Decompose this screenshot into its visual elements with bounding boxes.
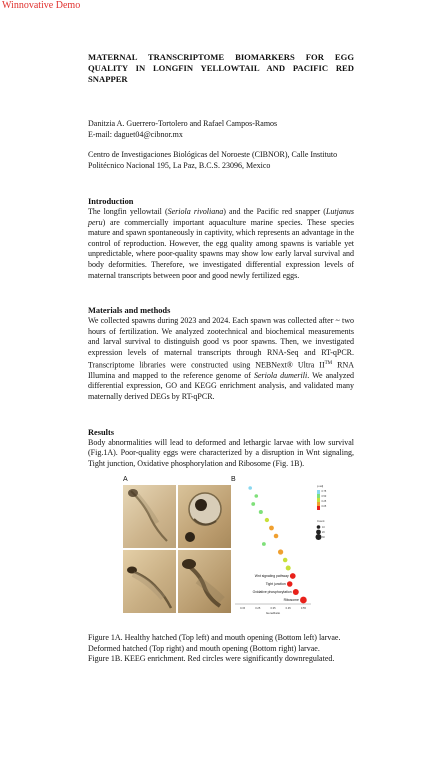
x-tick-label: 0.45 bbox=[285, 607, 291, 610]
figure-1 bbox=[123, 476, 335, 616]
legend-color-swatch bbox=[317, 498, 320, 502]
legend-color-swatch bbox=[317, 502, 320, 506]
results-heading: Results bbox=[88, 427, 115, 437]
trademark-sup: TM bbox=[324, 360, 333, 366]
data-point bbox=[278, 549, 283, 554]
term-label: Tight junction bbox=[265, 582, 286, 587]
data-point bbox=[259, 510, 263, 514]
legend-count-dot bbox=[316, 534, 322, 540]
legend-color-swatch bbox=[317, 490, 320, 494]
methods-text-b: RNA Illumina and mapped to the reference genome of bbox=[88, 360, 354, 380]
term-label: Ribosome bbox=[283, 598, 299, 603]
larva-photo-top-right bbox=[178, 485, 231, 548]
figure-caption bbox=[88, 633, 354, 665]
email: E-mail: daguet04@cibnor.mx bbox=[88, 129, 183, 139]
data-point bbox=[251, 502, 255, 506]
data-point bbox=[248, 486, 252, 490]
legend-padj-value: 0.25 bbox=[321, 500, 327, 503]
data-point bbox=[254, 494, 258, 498]
methods-text-c: . We analyzed differential expression, GO and KEGG enrichment analysis, and validated many maternally derived DEGs by RT-qPCR. bbox=[88, 370, 355, 401]
data-point bbox=[286, 565, 291, 570]
introduction-paragraph bbox=[88, 207, 354, 281]
figure-panel-a bbox=[123, 476, 231, 616]
introduction-heading: Introduction bbox=[88, 197, 134, 206]
paper-title: MATERNAL TRANSCRIPTOME BIOMARKERS FOR EGG QUALITY IN LONGFIN YELLOWTAIL AND PACIFIC RED SNAPPER bbox=[88, 52, 354, 84]
authors-block bbox=[88, 119, 354, 140]
legend-count-dot bbox=[316, 530, 321, 535]
data-point bbox=[265, 518, 269, 522]
legend-count-title: Count bbox=[317, 519, 325, 523]
x-tick-label: 0.55 bbox=[300, 607, 306, 610]
species-seriola-rivoliana: Seriola rivoliana bbox=[167, 207, 224, 216]
data-point bbox=[269, 526, 274, 531]
legend-padj-value: 0.50 bbox=[321, 495, 327, 498]
panel-b-label: B bbox=[231, 476, 236, 483]
watermark: Winnovative Demo bbox=[2, 0, 81, 11]
data-point bbox=[283, 558, 288, 563]
data-point bbox=[287, 581, 293, 587]
x-tick-label: 0.35 bbox=[270, 607, 276, 610]
methods-heading: Materials and methods bbox=[88, 306, 171, 316]
caption-1b: Figure 1B. KEEG enrichment. Red circles were significantly downregulated. bbox=[88, 654, 335, 664]
legend-padj-value: 0.75 bbox=[321, 490, 327, 493]
figure-panel-b bbox=[231, 476, 335, 616]
legend-count-value: 10 bbox=[322, 526, 325, 529]
intro-text-a: The longfin yellowtail ( bbox=[88, 207, 168, 216]
legend-color-swatch bbox=[317, 494, 320, 498]
data-point bbox=[290, 573, 296, 579]
term-label: Wnt signaling pathway bbox=[254, 574, 289, 579]
larva-photo-bottom-left bbox=[123, 550, 176, 613]
data-point bbox=[300, 597, 307, 604]
results-paragraph: Body abnormalities will lead to deformed and lethargic larvae with low survival (Fig.1A). Poor-quality eggs were characterized by a disruption in Wnt signaling, Tight junction, Oxidative phosphorylation and Ribosome (Fig. 1B). bbox=[88, 437, 354, 468]
legend-count-dot bbox=[317, 525, 321, 529]
x-tick-label: 0.25 bbox=[255, 607, 261, 610]
intro-text-c: ) are commercially important aquaculture marine species. These species mature and spawn spontaneously in captivity, which represents an advantage in the control of reproduction. However, the egg quality among spawns is variable yet unpredictable, where poor-quality spawns may show low early larval survival and body deformities. Therefore, we investigated differential expression levels of maternal transcripts between poor and good newly fertilized eggs. bbox=[88, 217, 354, 280]
species-lutjanus-peru: Lutjanus peru bbox=[88, 207, 354, 227]
methods-paragraph bbox=[88, 316, 354, 402]
caption-1a: Figure 1A. Healthy hatched (Top left) and mouth opening (Bottom left) larvae. Deformed hatched (Top right) and mouth opening (Bottom right) larvae. bbox=[88, 633, 341, 653]
panel-a-label: A bbox=[123, 476, 128, 483]
larvae-photo-grid bbox=[123, 485, 231, 614]
intro-text-b: ) and the Pacific red snapper ( bbox=[223, 207, 326, 216]
term-label: Oxidative phosphorylation bbox=[252, 590, 292, 595]
legend-color-swatch bbox=[317, 506, 320, 510]
paper-body bbox=[88, 52, 354, 469]
affiliation: Centro de Investigaciones Biológicas del Noroeste (CIBNOR), Calle Instituto Politécnico Nacional 195, La Paz, B.C.S. 23096, Mexico bbox=[88, 150, 338, 170]
larva-photo-bottom-right bbox=[178, 550, 231, 613]
legend-count-value: 20 bbox=[322, 531, 325, 534]
larva-photo-top-left bbox=[123, 485, 176, 548]
x-axis-label: GeneRatio bbox=[265, 611, 281, 615]
x-tick-label: 0.15 bbox=[240, 607, 246, 610]
kegg-enrichment-dotplot bbox=[231, 476, 335, 616]
legend-padj-title: p.adj bbox=[317, 484, 324, 488]
data-point bbox=[274, 534, 279, 539]
data-point bbox=[293, 589, 299, 595]
methods-text-a: We collected spawns during 2023 and 2024. Each spawn was collected after ~ two hours of fertilization. We analyzed zootechnical and biochemical measurements and larval survival to distinguish good vs poor spawns. Then, we investigated expression levels of maternal transcripts through RNA-Seq and RT-qPCR. Transcriptome libraries were constructed using NEBNext® Ultra II bbox=[88, 316, 354, 370]
species-seriola-dumerili: Seriola dumerili bbox=[253, 370, 308, 380]
authors: Danitzia A. Guerrero-Tortolero and Rafael Campos-Ramos bbox=[88, 119, 278, 128]
data-point bbox=[262, 542, 266, 546]
legend-padj-value: 0.05 bbox=[321, 505, 327, 508]
legend-count-value: 30 bbox=[322, 536, 325, 539]
